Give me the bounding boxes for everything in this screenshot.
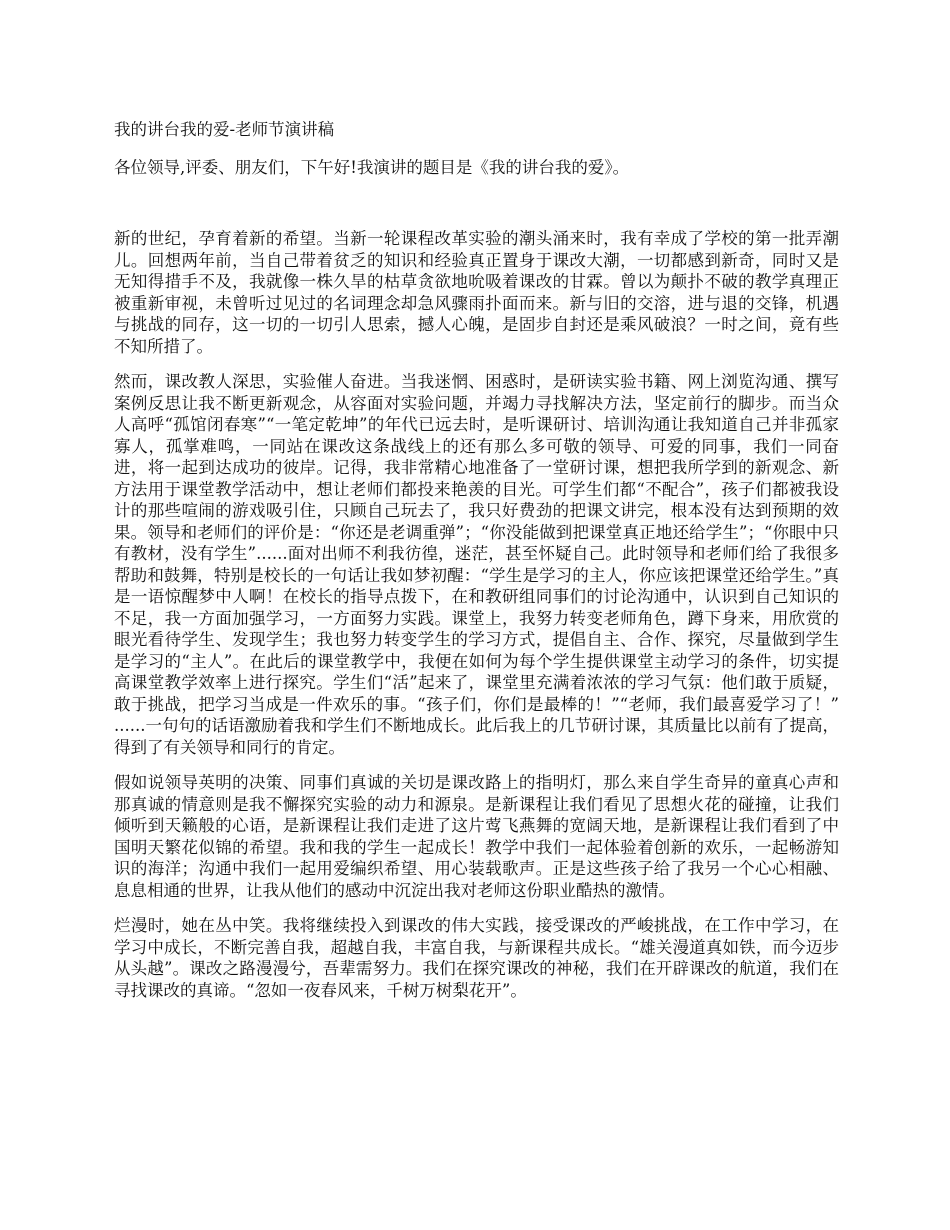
- paragraph-1: 新的世纪，孕育着新的希望。当新一轮课程改革实验的潮头涌来时，我有幸成了学校的第一批弄潮儿。回想两年前，当自己带着贫乏的知识和经验真正置身于课改大潮，一切都感到新奇，同时又是无知得措手不及，我就像一株久旱的枯草贪欲地吮吸着课改的甘霖。曾以为颠扑不破的教学真理正被重新审视，未曾听过见过的名词理念却急风骤雨扑面而来。新与旧的交溶，进与退的交锋，机遇与挑战的同存，这一切的一切引人思索，撼人心魄，是固步自封还是乘风破浪？一时之间，竟有些不知所措了。: [114, 229, 839, 356]
- document-page: [114, 118, 839, 1015]
- paragraph-3: 假如说领导英明的决策、同事们真诚的关切是课改路上的指明灯，那么来自学生奇异的童真心声和那真诚的情意则是我不懈探究实验的动力和源泉。是新课程让我们看见了思想火花的碰撞，让我们倾听到天籁般的心语，是新课程让我们走进了这片莺飞燕舞的宽阔天地，是新课程让我们看到了中国明天繁花似锦的希望。我和我的学生一起成长！教学中我们一起体验着创新的欢乐，一起畅游知识的海洋；沟通中我们一起用爱编织希望、用心装载歌声。正是这些孩子给了我另一个心心相融、息息相通的世界，让我从他们的感动中沉淀出我对老师这份职业酷热的激情。: [114, 773, 839, 900]
- greeting-line: 各位领导,评委、朋友们，下午好!我演讲的题目是《我的讲台我的爱》。: [114, 158, 630, 177]
- document-title: 我的讲台我的爱-老师节演讲稿: [114, 120, 335, 139]
- paragraph-2: 然而，课改教人深思，实验催人奋进。当我迷惘、困惑时，是研读实验书籍、网上浏览沟通、撰写案例反思让我不断更新观念，从容面对实验问题，并竭力寻找解决方法，坚定前行的脚步。而当众人高呼“孤馆闭春寒”“一笔定乾坤”的年代已远去时，是听课研讨、培训沟通让我知道自己并非孤家寡人，孤掌难鸣，一同站在课改这条战线上的还有那么多可敬的领导、可爱的同事，我们一同奋进，将一起到达成功的彼岸。记得，我非常精心地准备了一堂研讨课，想把我所学到的新观念、新方法用于课堂教学活动中，想让老师们都投来艳羡的目光。可学生们都“不配合”，孩子们都被我设计的那些喧闹的游戏吸引住，只顾自己玩去了，我只好费劲的把课文讲完，根本没有达到预期的效果。领导和老师们的评价是：“你还是老调重弹”；“你没能做到把课堂真正地还给学生”；“你眼中只有教材，没有学生”......面对出师不利我彷徨，迷茫，甚至怀疑自己。此时领导和老师们给了我很多帮助和鼓舞，特别是校长的一句话让我如梦初醒：“学生是学习的主人，你应该把课堂还给学生。”真是一语惊醒梦中人啊！在校长的指导点拨下，在和教研组同事们的讨论沟通中，认识到自己知识的不足，我一方面加强学习，一方面努力实践。课堂上，我努力转变老师角色，蹲下身来，用欣赏的眼光看待学生、发现学生；我也努力转变学生的学习方式，提倡自主、合作、探究，尽量做到学生是学习的“主人”。在此后的课堂教学中，我便在如何为每个学生提供课堂主动学习的条件，切实提高课堂教学效率上进行探究。学生们“活”起来了，课堂里充满着浓浓的学习气氛：他们敢于质疑，敢于挑战，把学习当成是一件欢乐的事。“孩子们，你们是最棒的！”“老师，我们最喜爱学习了！” ......一句句的话语激励着我和学生们不断地成长。此后我上的几节研讨课，其质量比以前有了提高，得到了有关领导和同行的肯定。: [114, 372, 839, 757]
- paragraph-4: 烂漫时，她在丛中笑。我将继续投入到课改的伟大实践，接受课改的严峻挑战，在工作中学习，在学习中成长，不断完善自我，超越自我，丰富自我，与新课程共成长。“雄关漫道真如铁，而今迈步从头越”。课改之路漫漫兮，吾辈需努力。我们在探究课改的神秘，我们在开辟课改的航道，我们在寻找课改的真谛。“忽如一夜春风来，千树万树梨花开”。: [114, 916, 839, 1000]
